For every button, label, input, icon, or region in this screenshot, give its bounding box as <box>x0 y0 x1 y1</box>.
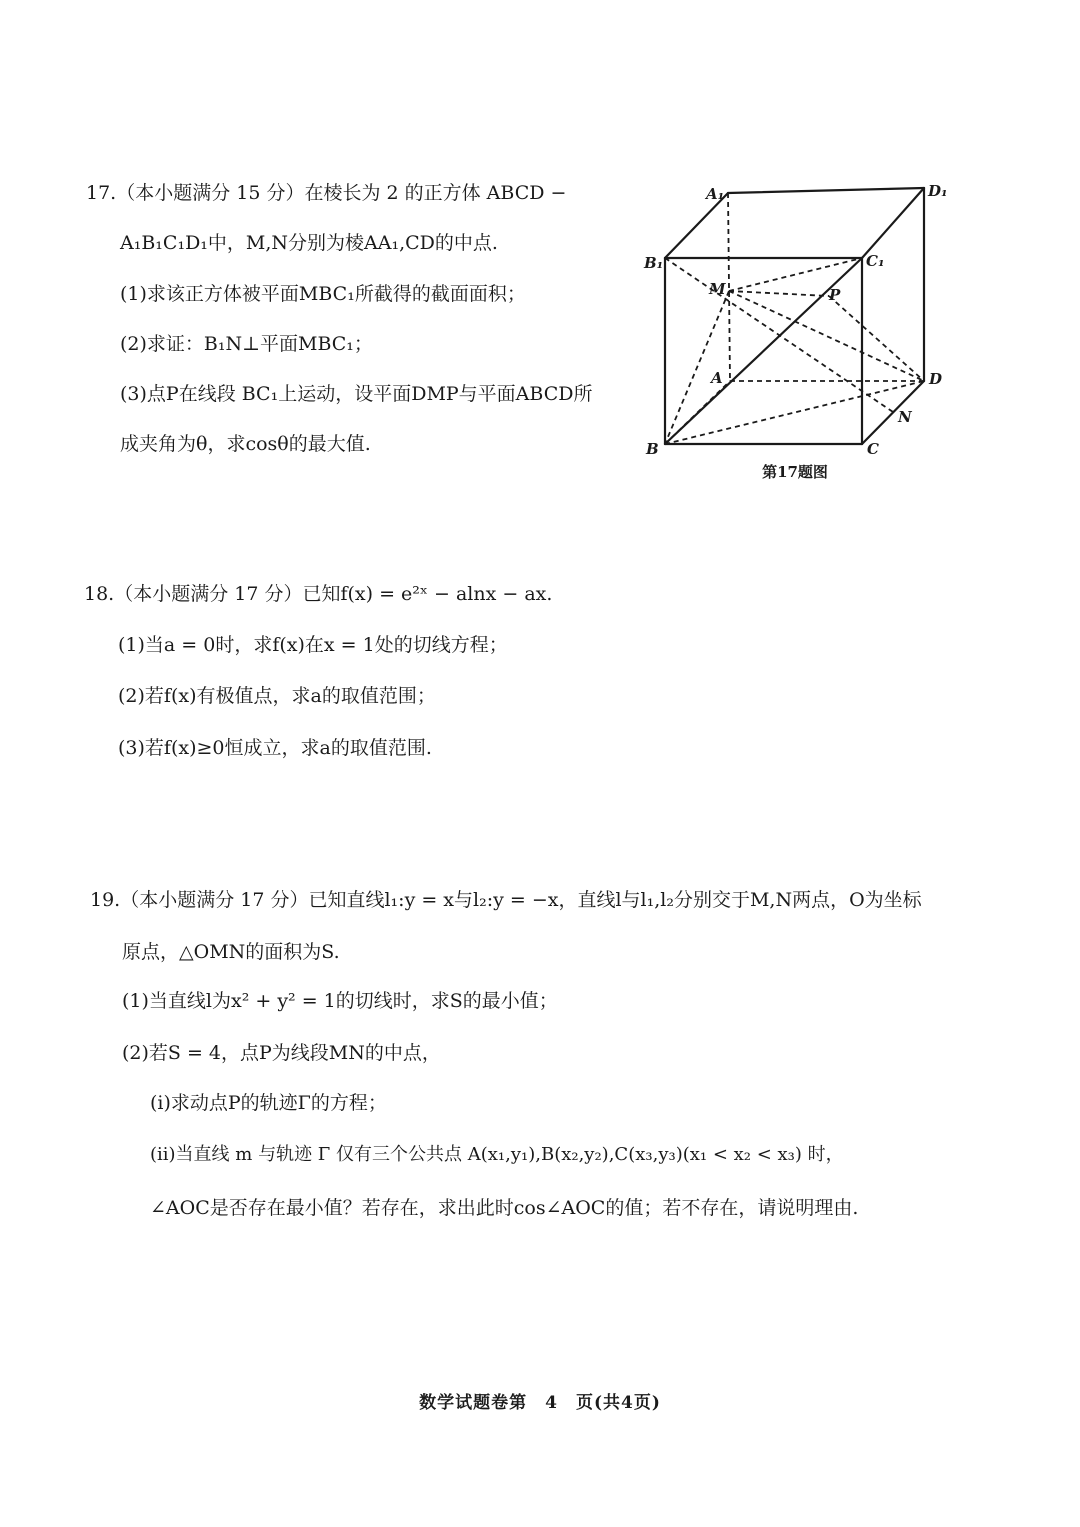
q19-stem-line-1: 19.（本小题满分 17 分）已知直线l₁:y = x与l₂:y = −x，直线l与l₁,l₂分别交于M,N两点，O为坐标 <box>90 889 922 911</box>
q17-part-3: (3)点P在线段 BC₁上运动，设平面DMP与平面ABCD所 <box>120 383 593 405</box>
q18-part-3: (3)若f(x)≥0恒成立，求a的取值范围. <box>118 737 432 759</box>
segment-mp <box>729 291 829 296</box>
q19-part-2-ii: (ii)当直线 m 与轨迹 Γ 仅有三个公共点 A(x₁,y₁),B(x₂,y₂),C(x₃,y₃)(x₁ < x₂ < x₃) 时， <box>150 1144 844 1165</box>
q18-part-2: (2)若f(x)有极值点，求a的取值范围； <box>118 685 436 707</box>
q17-stem-line-1: 17.（本小题满分 15 分）在棱长为 2 的正方体 ABCD − <box>86 182 567 204</box>
segment-mb <box>665 291 729 444</box>
q18-part-1: (1)当a = 0时，求f(x)在x = 1处的切线方程； <box>118 634 508 656</box>
edge-c1d1 <box>862 188 924 258</box>
q19-part-2-ii-cont: ∠AOC是否存在最小值？若存在，求出此时cos∠AOC的值；若不存在，请说明理由. <box>150 1197 859 1219</box>
q17-part-2: (2)求证：B₁N⊥平面MBC₁； <box>120 333 373 355</box>
label-b1: B₁ <box>644 254 664 272</box>
q17-part-3-cont: 成夹角为θ，求cosθ的最大值. <box>120 433 371 455</box>
segment-pd <box>829 296 924 381</box>
edge-a1a <box>728 193 730 381</box>
label-n: N <box>898 408 912 426</box>
label-m: M <box>709 280 726 298</box>
label-c1: C₁ <box>866 252 885 270</box>
q17-part-1: (1)求该正方体被平面MBC₁所截得的截面面积； <box>120 283 526 305</box>
q17-stem-line-2: A₁B₁C₁D₁中，M,N分别为棱AA₁,CD的中点. <box>120 232 498 254</box>
q18-stem: 18.（本小题满分 17 分）已知f(x) = e²ˣ − alnx − ax. <box>84 583 553 605</box>
cube-figure <box>630 172 960 492</box>
segment-md <box>729 291 924 381</box>
label-p: P <box>829 286 841 304</box>
label-a: A <box>711 369 723 387</box>
label-d1: D₁ <box>928 182 948 200</box>
label-c: C <box>867 440 879 458</box>
cube-diagram <box>630 172 960 492</box>
figure-caption: 第17题图 <box>762 463 828 481</box>
label-b: B <box>646 440 659 458</box>
segment-b1n <box>665 258 893 412</box>
segment-bd <box>665 381 924 444</box>
label-d: D <box>929 370 943 388</box>
edge-ba <box>665 381 730 444</box>
edge-cd <box>862 381 924 444</box>
q19-part-2-i: (i)求动点P的轨迹Γ的方程； <box>150 1092 387 1114</box>
page-footer: 数学试题卷第 4 页(共4页) <box>419 1393 661 1413</box>
label-a1: A₁ <box>706 185 725 203</box>
q19-stem-line-2: 原点，△OMN的面积为S. <box>122 941 340 963</box>
edge-a1d1 <box>728 188 924 193</box>
q19-part-1: (1)当直线l为x² + y² = 1的切线时，求S的最小值； <box>122 990 558 1012</box>
segment-mc1 <box>729 258 862 291</box>
q19-part-2: (2)若S = 4，点P为线段MN的中点， <box>122 1042 441 1064</box>
